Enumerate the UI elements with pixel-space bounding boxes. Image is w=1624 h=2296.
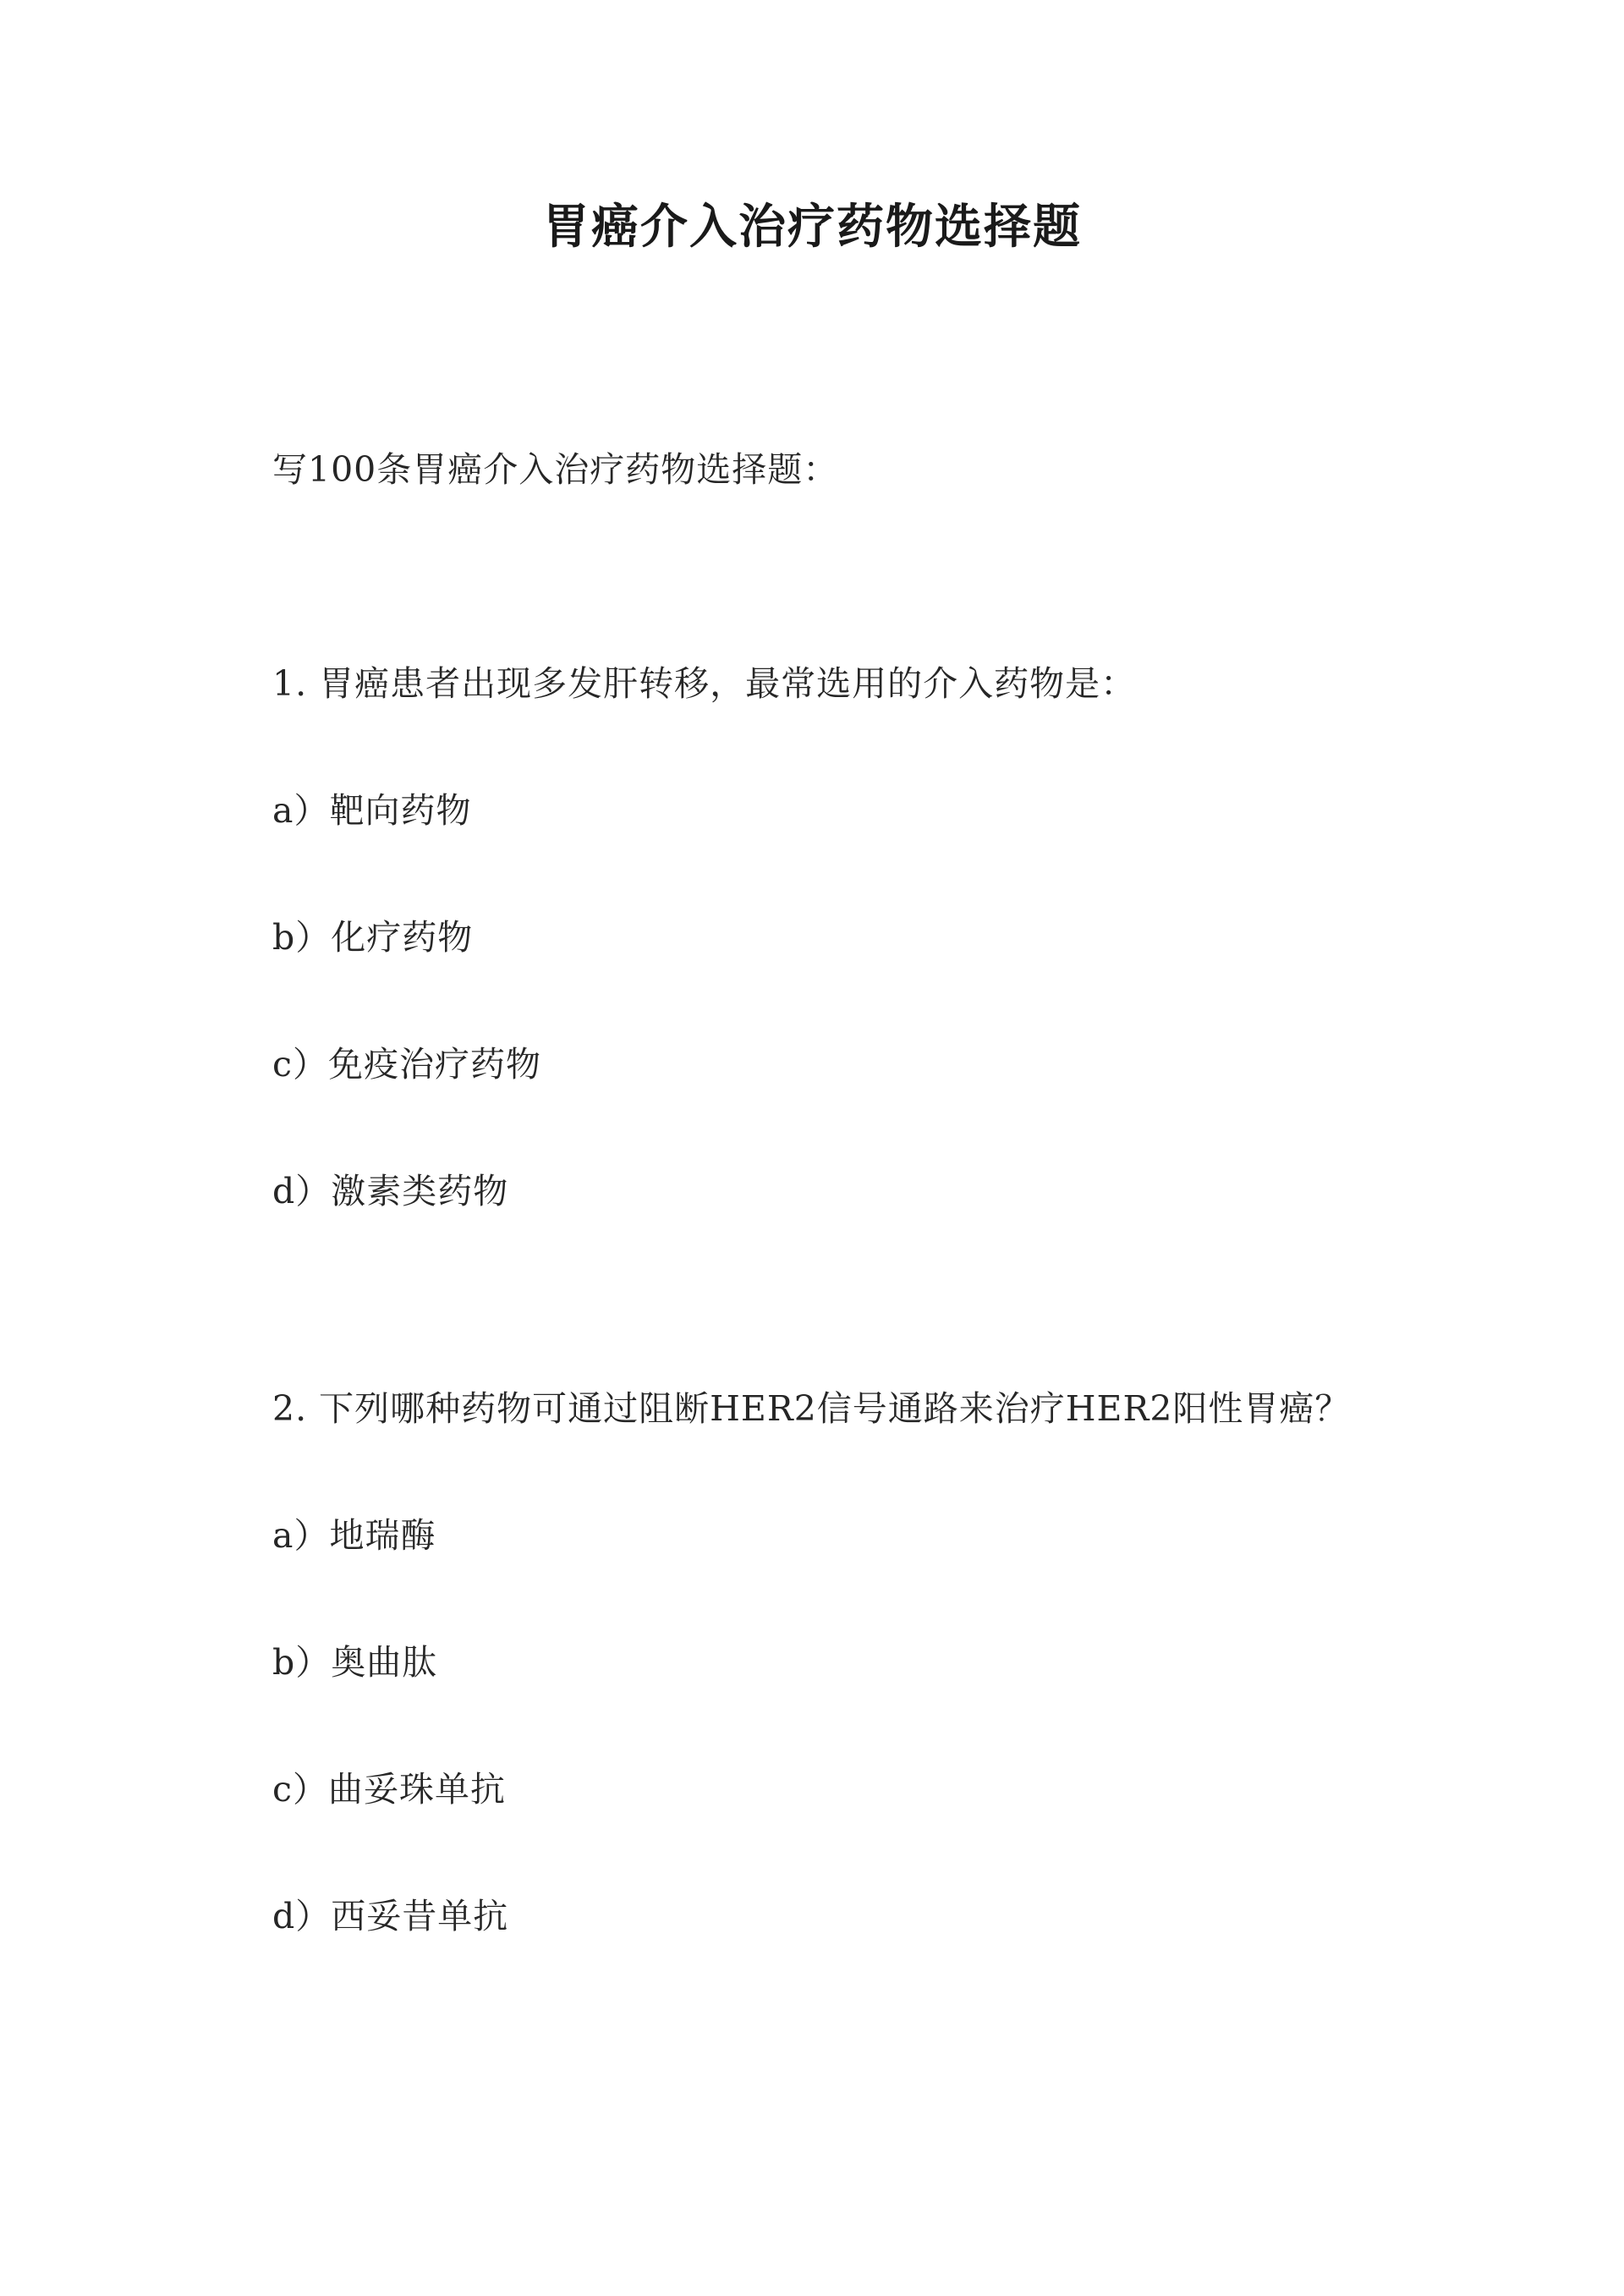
- question-1: 1. 胃癌患者出现多发肝转移，最常选用的介入药物是：: [272, 663, 1137, 704]
- question-2-option-b: b）奥曲肽: [272, 1642, 438, 1683]
- question-1-option-d: d）激素类药物: [272, 1171, 509, 1211]
- document-title: 胃癌介入治疗药物选择题: [542, 199, 1082, 255]
- question-1-option-a: a）靶向药物: [272, 790, 472, 831]
- question-2-option-a: a）地瑞酶: [272, 1515, 436, 1556]
- question-2-option-d: d）西妥昔单抗: [272, 1896, 509, 1936]
- question-2: 2. 下列哪种药物可通过阻断HER2信号通路来治疗HER2阳性胃癌？: [272, 1388, 1351, 1429]
- question-2-option-c: c）曲妥珠单抗: [272, 1769, 506, 1810]
- question-1-option-b: b）化疗药物: [272, 917, 474, 958]
- question-1-option-c: c）免疫治疗药物: [272, 1044, 541, 1085]
- intro-text: 写100条胃癌介入治疗药物选择题：: [272, 449, 839, 490]
